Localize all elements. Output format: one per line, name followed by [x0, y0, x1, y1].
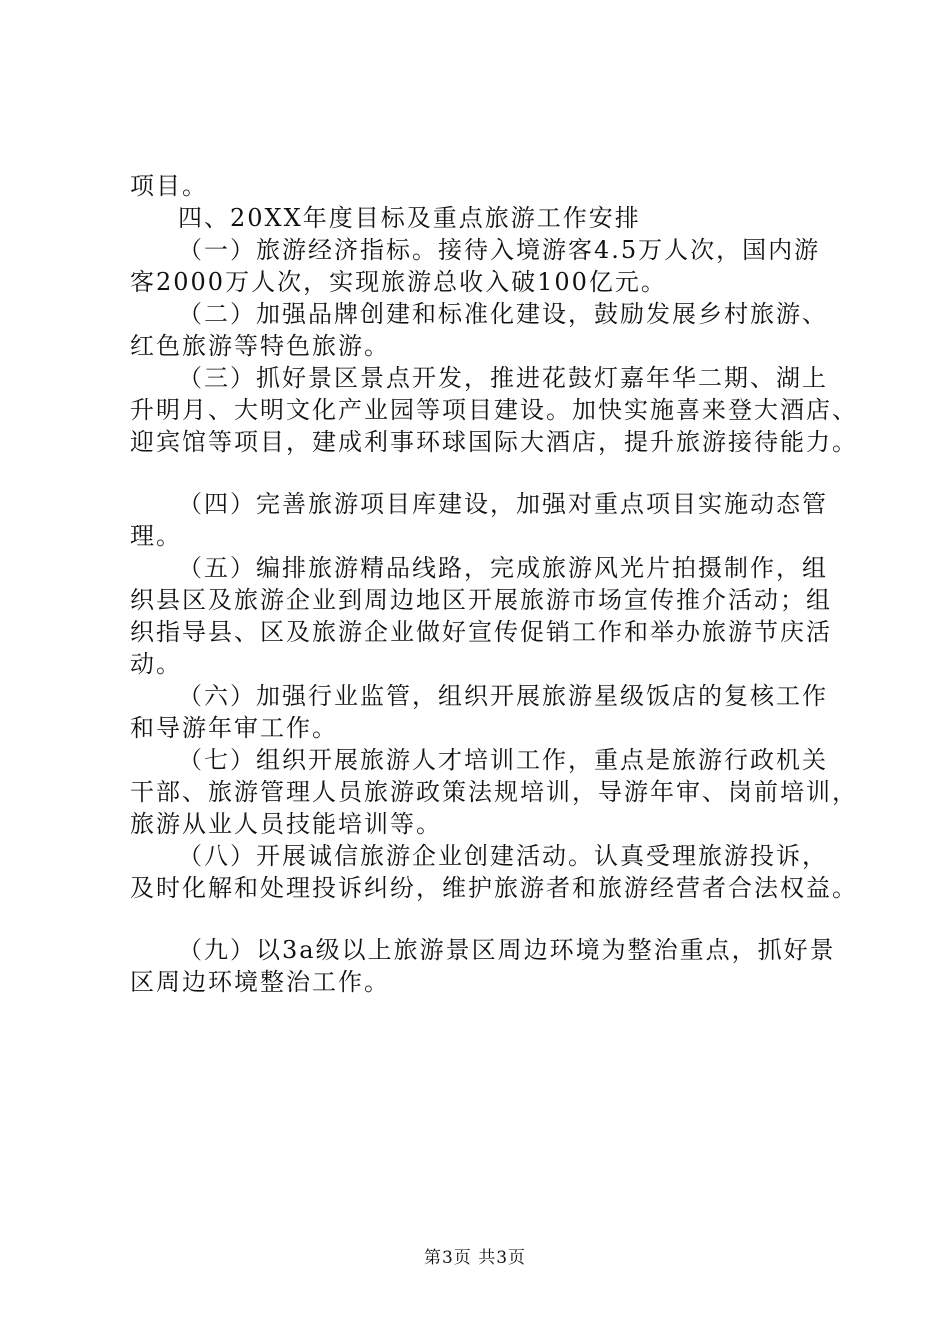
text-line: 和导游年审工作。 — [130, 714, 338, 742]
document-body — [130, 170, 858, 998]
text-line: 旅游从业人员技能培训等。 — [130, 810, 442, 838]
text-line: （九）以3a级以上旅游景区周边环境为整治重点，抓好景 — [178, 936, 836, 964]
text-line: 迎宾馆等项目，建成利事环球国际大酒店，提升旅游接待能力。 — [130, 428, 858, 456]
text-line: 区周边环境整治工作。 — [130, 968, 390, 996]
text-line: 动。 — [130, 650, 182, 678]
text-line: （四）完善旅游项目库建设，加强对重点项目实施动态管 — [178, 490, 828, 518]
text-line: （八）开展诚信旅游企业创建活动。认真受理旅游投诉， — [178, 842, 828, 870]
text-line: （七）组织开展旅游人才培训工作，重点是旅游行政机关 — [178, 746, 828, 774]
text-line: （三）抓好景区景点开发，推进花鼓灯嘉年华二期、湖上 — [178, 364, 828, 392]
text-line: 织指导县、区及旅游企业做好宣传促销工作和举办旅游节庆活 — [130, 618, 832, 646]
text-line: 及时化解和处理投诉纠纷，维护旅游者和旅游经营者合法权益。 — [130, 874, 858, 902]
text-line: （五）编排旅游精品线路，完成旅游风光片拍摄制作，组 — [178, 554, 828, 582]
text-line: 理。 — [130, 522, 182, 550]
text-line: 织县区及旅游企业到周边地区开展旅游市场宣传推介活动；组 — [130, 586, 832, 614]
text-line: 客2000万人次，实现旅游总收入破100亿元。 — [130, 268, 667, 296]
text-line: 红色旅游等特色旅游。 — [130, 332, 390, 360]
text-line: 升明月、大明文化产业园等项目建设。加快实施喜来登大酒店、 — [130, 396, 858, 424]
text-line: （六）加强行业监管，组织开展旅游星级饭店的复核工作 — [178, 682, 828, 710]
text-line: （一）旅游经济指标。接待入境游客4.5万人次，国内游 — [178, 236, 821, 264]
text-line: （二）加强品牌创建和标准化建设，鼓励发展乡村旅游、 — [178, 300, 828, 328]
page-number-footer: 第3页 共3页 — [423, 1248, 527, 1268]
text-line: 干部、旅游管理人员旅游政策法规培训，导游年审、岗前培训， — [130, 778, 858, 806]
section-heading: 四、20XX年度目标及重点旅游工作安排 — [178, 204, 641, 232]
text-line: 项目。 — [130, 172, 208, 200]
